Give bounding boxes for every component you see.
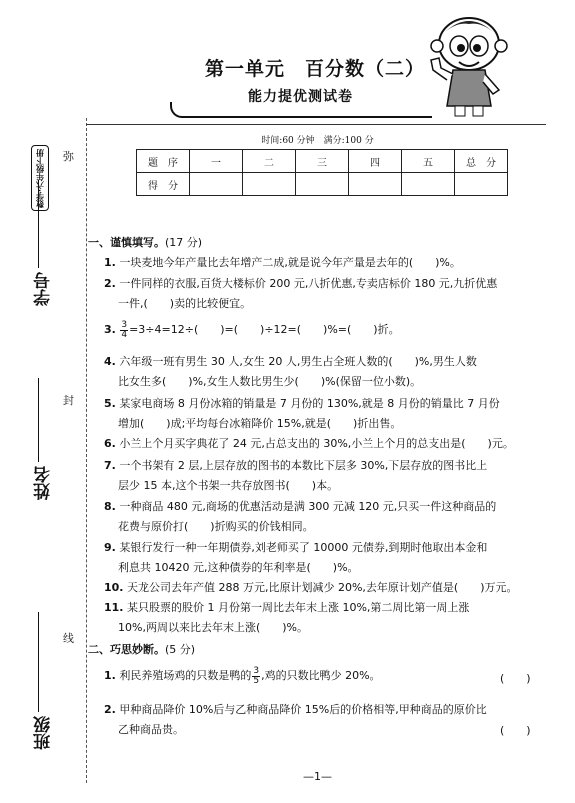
score-table-header: 二 [243, 150, 296, 173]
section1-heading: 一、谨慎填写。 [88, 236, 165, 249]
frame-top-line [86, 124, 546, 125]
score-row-label: 得 分 [137, 173, 190, 196]
question-1-10: 10. 天龙公司去年产值 288 万元,比原计划减少 20%,去年原计划产值是( )万元。 [104, 581, 518, 594]
score-table-score-row [137, 173, 508, 196]
section1-points: (17 分) [165, 236, 203, 249]
score-table-header: 五 [402, 150, 455, 173]
question-1-1: 1. 一块麦地今年产量比去年增产二成,就是说今年产量是去年的( )%。 [104, 256, 461, 269]
student-number-line [38, 180, 39, 268]
fraction-three-fifths: $\frac{3}{5}$ [253, 665, 260, 686]
score-cell[interactable] [243, 173, 296, 196]
class-label: 班级 [34, 716, 54, 750]
score-table [136, 149, 508, 196]
score-table-header: 四 [349, 150, 402, 173]
grade-tag: 数学·六年级下册 [31, 145, 49, 211]
time-and-score-info: 时间:60 分钟 满分:100 分 [261, 136, 374, 146]
page-number: —1— [303, 770, 332, 783]
score-cell[interactable] [190, 173, 243, 196]
seal-char-mi: 弥 [63, 150, 74, 163]
score-cell[interactable] [455, 173, 508, 196]
judge-answer-paren-1[interactable]: ( ) [500, 672, 531, 685]
score-cell[interactable] [296, 173, 349, 196]
section1-title [88, 234, 202, 250]
score-table-header: 一 [190, 150, 243, 173]
score-cell[interactable] [402, 173, 455, 196]
page-title: 第一单元 百分数（二） [205, 58, 426, 80]
section2-heading: 二、巧思妙断。 [88, 643, 165, 656]
question-1-8: 8. 一种商品 480 元,商场的优惠活动是满 300 元减 120 元,只买一件这种商品的 花费与原价打( )折购买的价钱相同。 [104, 500, 497, 533]
seal-char-feng: 封 [63, 394, 74, 407]
page-subtitle: 能力提优测试卷 [242, 86, 359, 106]
question-1-9: 9. 某银行发行一种一年期债券,刘老师买了 10000 元债券,到期时他取出本金和 利息共 10420 元,这种债券的年利率是( )%。 [104, 541, 488, 574]
question-1-3: 3. $\frac{3}{4}$ =3÷4=12÷( )=( )÷12=( )%=( )折。 [104, 319, 400, 340]
question-1-2: 2. 一件同样的衣服,百货大楼标价 200 元,八折优惠,专卖店标价 180 元,九折优惠 一件,( )卖的比较便宜。 [104, 277, 498, 310]
question-1-7: 7. 一个书架有 2 层,上层存放的图书的本数比下层多 30%,下层存放的图书比上 层少 15 本,这个书架一共存放图书( )本。 [104, 459, 488, 492]
name-label: 姓名 [34, 466, 54, 500]
class-line [38, 612, 39, 712]
binding-dash-line [86, 118, 87, 783]
student-number-label: 学号 [34, 272, 54, 306]
question-1-5: 5. 某家电商场 8 月份冰箱的销量是 7 月份的 130%,就是 8 月份的销量比 7 月份 增加( )成;平均每台冰箱降价 15%,就是( )折出售。 [104, 397, 500, 430]
score-table-header: 题 序 [137, 150, 190, 173]
question-2-1: 1. 利民养殖场鸡的只数是鸭的 $\frac{3}{5}$ ,鸡的只数比鸭少 20%。 [104, 665, 381, 686]
fraction-three-quarters: $\frac{3}{4}$ [121, 319, 128, 340]
subtitle-banner [170, 86, 430, 116]
score-table-header-row [137, 150, 508, 173]
name-line [38, 378, 39, 462]
section2-points: (5 分) [165, 643, 196, 656]
seal-char-xian: 线 [63, 632, 74, 645]
question-1-4: 4. 六年级一班有男生 30 人,女生 20 人,男生占全班人数的( )%,男生人数 比女生多( )%,女生人数比男生少( )%(保留一位小数)。 [104, 355, 477, 388]
cartoon-mascot-icon [425, 10, 511, 120]
question-2-2: 2. 甲种商品降价 10%后与乙种商品降价 15%后的价格相等,甲种商品的原价比 乙种商品贵。 [104, 703, 487, 736]
question-1-11: 11. 某只股票的股价 1 月份第一周比去年末上涨 10%,第二周比第一周上涨 10%,两周以来比去年末上涨( )%。 [104, 601, 470, 634]
score-cell[interactable] [349, 173, 402, 196]
section2-title [88, 641, 195, 657]
question-1-6: 6. 小兰上个月买字典花了 24 元,占总支出的 30%,小兰上个月的总支出是( )元。 [104, 437, 514, 450]
score-table-header: 三 [296, 150, 349, 173]
judge-answer-paren-2[interactable]: ( ) [500, 724, 531, 737]
score-table-header: 总 分 [455, 150, 508, 173]
